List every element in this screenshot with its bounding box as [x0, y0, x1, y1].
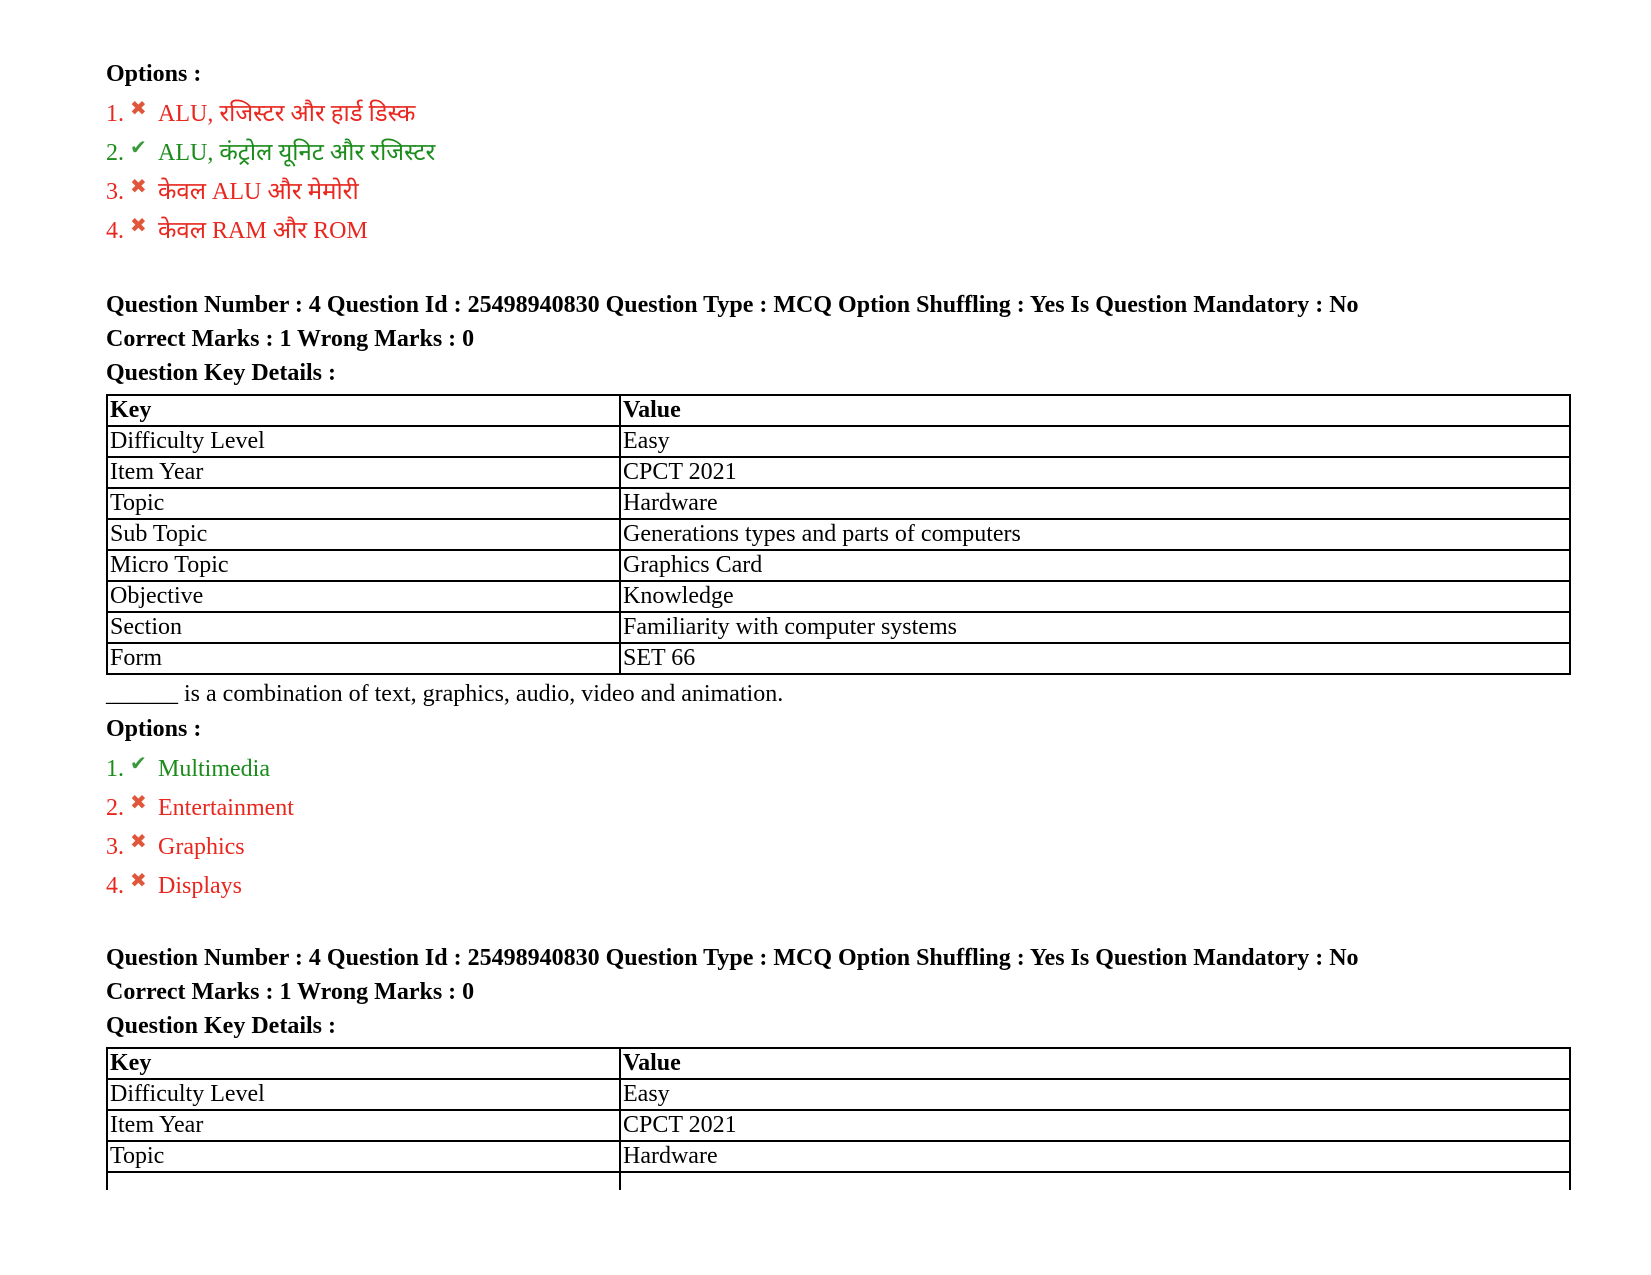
option-item [106, 90, 1571, 129]
option-number: 1. [106, 756, 124, 782]
table-row [107, 1110, 1570, 1141]
table-row [107, 426, 1570, 457]
cross-icon: ✖ [130, 792, 147, 814]
value-cell: Generations types and parts of computers [620, 519, 1570, 550]
table-row [107, 643, 1570, 674]
option-text: Graphics [158, 834, 245, 860]
option-text: ALU, रजिस्टर और हार्ड डिस्क [158, 101, 416, 127]
key-header: Key [107, 395, 620, 426]
option-item [106, 168, 1571, 207]
option-text: केवल ALU और मेमोरी [158, 179, 359, 205]
option-text: केवल RAM और ROM [158, 218, 368, 244]
table-row [107, 1141, 1570, 1172]
key-cell: Micro Topic [107, 550, 620, 581]
options-list [106, 90, 1571, 246]
spacer [106, 246, 1571, 288]
value-header: Value [620, 395, 1570, 426]
value-cell [620, 1172, 1570, 1190]
option-item [106, 862, 1571, 901]
cross-icon: ✖ [130, 831, 147, 853]
option-number: 2. [106, 795, 124, 821]
value-cell: Graphics Card [620, 550, 1570, 581]
question-header: Question Number : 4 Question Id : 25498940830 Question Type : MCQ Option Shuffling : Yes Is Question Mandatory : No [106, 292, 1359, 318]
table-row [107, 550, 1570, 581]
key-cell: Objective [107, 581, 620, 612]
options-list [106, 745, 1571, 901]
cross-icon: ✖ [130, 870, 147, 892]
table-row-cut [107, 1172, 1570, 1190]
previous-question-options [106, 58, 1571, 246]
question-block-2 [106, 941, 1571, 1201]
marks-line: Correct Marks : 1 Wrong Marks : 0 [106, 979, 475, 1005]
option-number: 1. [106, 101, 124, 127]
key-details-label: Question Key Details : [106, 1013, 336, 1039]
question-block [106, 288, 1571, 901]
key-cell: Difficulty Level [107, 1079, 620, 1110]
key-cell: Form [107, 643, 620, 674]
key-cell: Item Year [107, 1110, 620, 1141]
check-icon: ✔ [130, 137, 147, 159]
key-cell: Section [107, 612, 620, 643]
value-cell: Hardware [620, 488, 1570, 519]
value-cell: SET 66 [620, 643, 1570, 674]
value-header: Value [620, 1048, 1570, 1079]
option-item [106, 784, 1571, 823]
marks-line: Correct Marks : 1 Wrong Marks : 0 [106, 326, 475, 352]
option-item [106, 823, 1571, 862]
value-cell: Hardware [620, 1141, 1570, 1172]
value-cell: CPCT 2021 [620, 1110, 1570, 1141]
options-label: Options : [106, 61, 202, 87]
key-cell: Topic [107, 488, 620, 519]
option-text: Displays [158, 873, 242, 899]
value-cell: CPCT 2021 [620, 457, 1570, 488]
option-number: 3. [106, 179, 124, 205]
option-item [106, 745, 1571, 784]
key-cell [107, 1172, 620, 1190]
cross-icon: ✖ [130, 176, 147, 198]
options-label: Options : [106, 716, 202, 742]
option-number: 4. [106, 218, 124, 244]
key-details-label: Question Key Details : [106, 360, 336, 386]
document-page [106, 58, 1571, 1201]
table-row [107, 519, 1570, 550]
check-icon: ✔ [130, 753, 147, 775]
option-number: 2. [106, 140, 124, 166]
key-cell: Sub Topic [107, 519, 620, 550]
key-details-table [106, 1047, 1571, 1190]
key-details-table [106, 394, 1571, 675]
option-text: Multimedia [158, 756, 270, 782]
table-row [107, 1079, 1570, 1110]
table-row [107, 457, 1570, 488]
table-row [107, 612, 1570, 643]
option-item [106, 129, 1571, 168]
table-header-row [107, 1048, 1570, 1079]
question-header: Question Number : 4 Question Id : 25498940830 Question Type : MCQ Option Shuffling : Yes Is Question Mandatory : No [106, 945, 1359, 971]
table-header-row [107, 395, 1570, 426]
cross-icon: ✖ [130, 215, 147, 237]
key-cell: Topic [107, 1141, 620, 1172]
value-cell: Familiarity with computer systems [620, 612, 1570, 643]
key-cell: Difficulty Level [107, 426, 620, 457]
cross-icon: ✖ [130, 98, 147, 120]
value-cell: Easy [620, 1079, 1570, 1110]
table-row [107, 581, 1570, 612]
option-text: ALU, कंट्रोल यूनिट और रजिस्टर [158, 140, 436, 166]
option-item [106, 207, 1571, 246]
key-header: Key [107, 1048, 620, 1079]
option-text: Entertainment [158, 795, 294, 821]
question-text: ______ is a combination of text, graphics, audio, video and animation. [106, 681, 784, 707]
spacer [106, 901, 1571, 941]
option-number: 3. [106, 834, 124, 860]
value-cell: Easy [620, 426, 1570, 457]
option-number: 4. [106, 873, 124, 899]
value-cell: Knowledge [620, 581, 1570, 612]
key-cell: Item Year [107, 457, 620, 488]
table-row [107, 488, 1570, 519]
